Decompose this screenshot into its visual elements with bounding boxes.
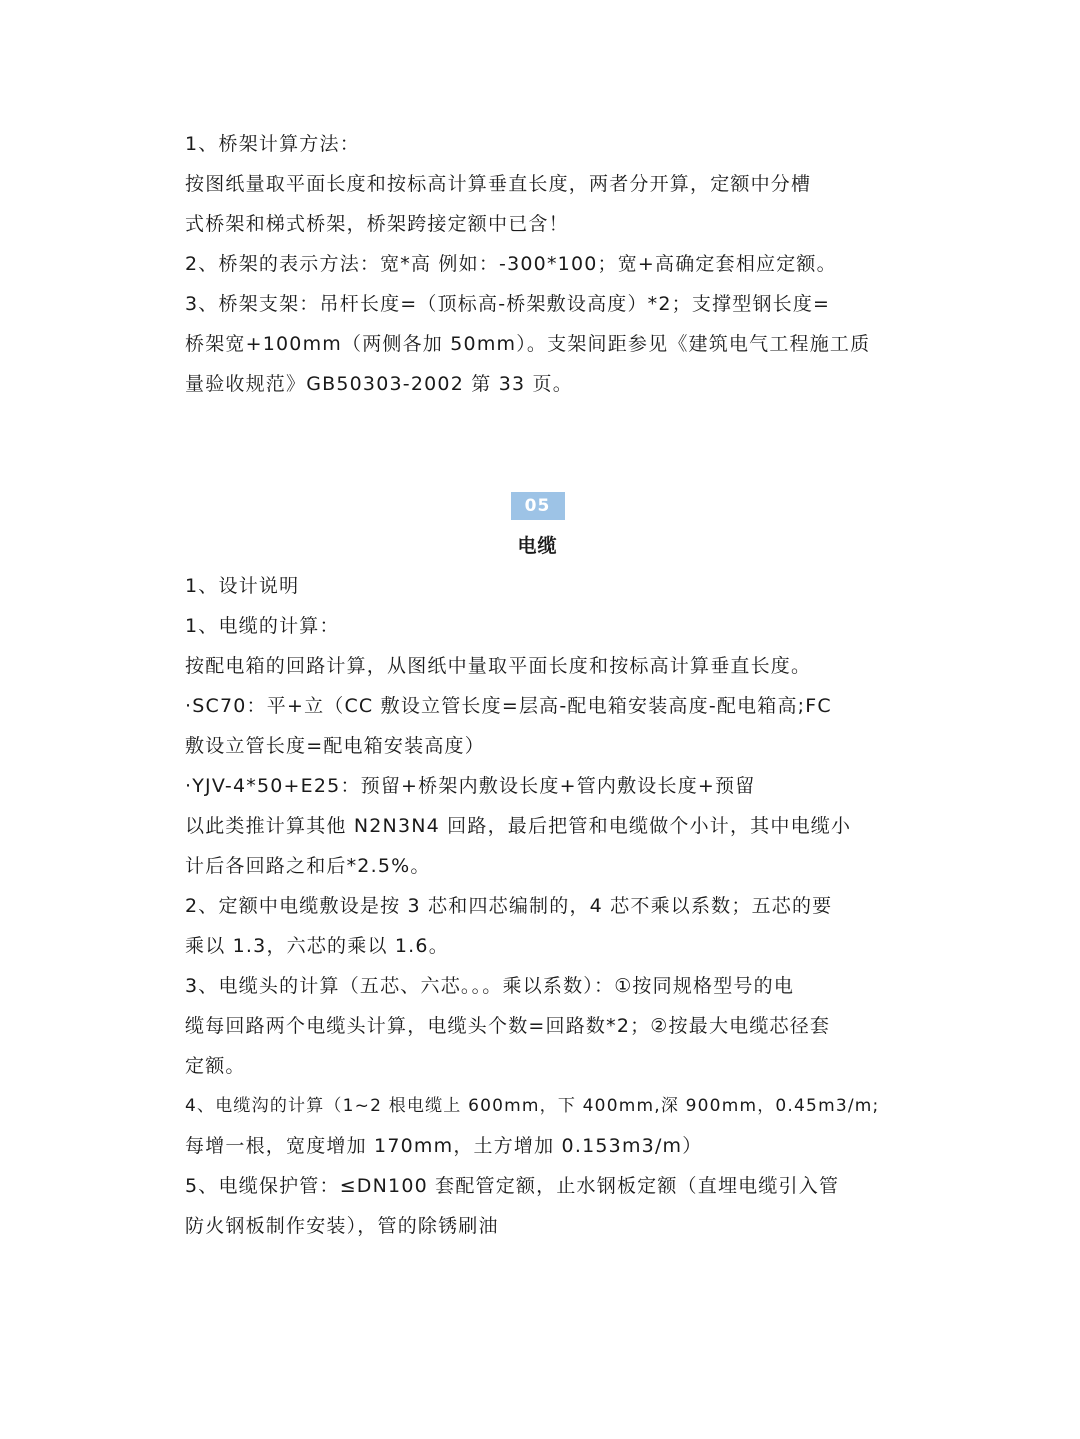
paragraph-line: 1、设计说明 [185, 575, 300, 597]
section-cable-tray [185, 124, 890, 404]
paragraph-line: 敷设立管长度=配电箱安装高度） [185, 735, 485, 757]
document-body [185, 124, 890, 1246]
paragraph-line: 3、电缆头的计算（五芯、六芯。。。乘以系数）：①按同规格型号的电 [185, 975, 795, 997]
paragraph-line: 防火钢板制作安装），管的除锈刷油 [185, 1215, 499, 1237]
paragraph-line: 缆每回路两个电缆头计算，电缆头个数=回路数*2；②按最大电缆芯径套 [185, 1015, 831, 1037]
paragraph-line: 定额。 [185, 1055, 246, 1077]
section-cable [185, 566, 890, 1246]
paragraph-line: 每增一根，宽度增加 170mm，土方增加 0.153m3/m） [185, 1135, 703, 1157]
paragraph-line: ·YJV-4*50+E25：预留+桥架内敷设长度+管内敷设长度+预留 [185, 775, 756, 797]
paragraph-line: 1、电缆的计算： [185, 615, 340, 637]
section-number-badge: 05 [511, 492, 565, 520]
section-spacer [185, 404, 890, 489]
paragraph-line: 2、桥架的表示方法：宽*高 例如：-300*100；宽+高确定套相应定额。 [185, 253, 837, 275]
paragraph-line: 按图纸量取平面长度和按标高计算垂直长度，两者分开算，定额中分槽 [185, 173, 812, 195]
section-header [185, 489, 890, 566]
paragraph-line: 桥架宽+100mm（两侧各加 50mm）。支架间距参见《建筑电气工程施工质 [185, 333, 871, 355]
paragraph-line: 量验收规范》GB50303-2002 第 33 页。 [185, 373, 573, 395]
paragraph-line: 计后各回路之和后*2.5%。 [185, 855, 431, 877]
paragraph-line: 4、电缆沟的计算（1~2 根电缆上 600mm，下 400mm,深 900mm，0.45m3/m; [185, 1096, 880, 1116]
paragraph-line: 2、定额中电缆敷设是按 3 芯和四芯编制的，4 芯不乘以系数；五芯的要 [185, 895, 833, 917]
paragraph-line: 3、桥架支架：吊杆长度=（顶标高-桥架敷设高度）*2；支撑型钢长度= [185, 293, 831, 315]
paragraph-line: 式桥架和梯式桥架，桥架跨接定额中已含！ [185, 213, 569, 235]
paragraph-line: 乘以 1.3，六芯的乘以 1.6。 [185, 935, 449, 957]
section-title: 电缆 [517, 535, 558, 557]
paragraph-line: 5、电缆保护管：≤DN100 套配管定额，止水钢板定额（直埋电缆引入管 [185, 1175, 840, 1197]
paragraph-line: 1、桥架计算方法： [185, 133, 360, 155]
paragraph-line: ·SC70：平+立（CC 敷设立管长度=层高-配电箱安装高度-配电箱高;FC [185, 695, 832, 717]
paragraph-line: 按配电箱的回路计算，从图纸中量取平面长度和按标高计算垂直长度。 [185, 655, 812, 677]
paragraph-line: 以此类推计算其他 N2N3N4 回路，最后把管和电缆做个小计，其中电缆小 [185, 815, 852, 837]
